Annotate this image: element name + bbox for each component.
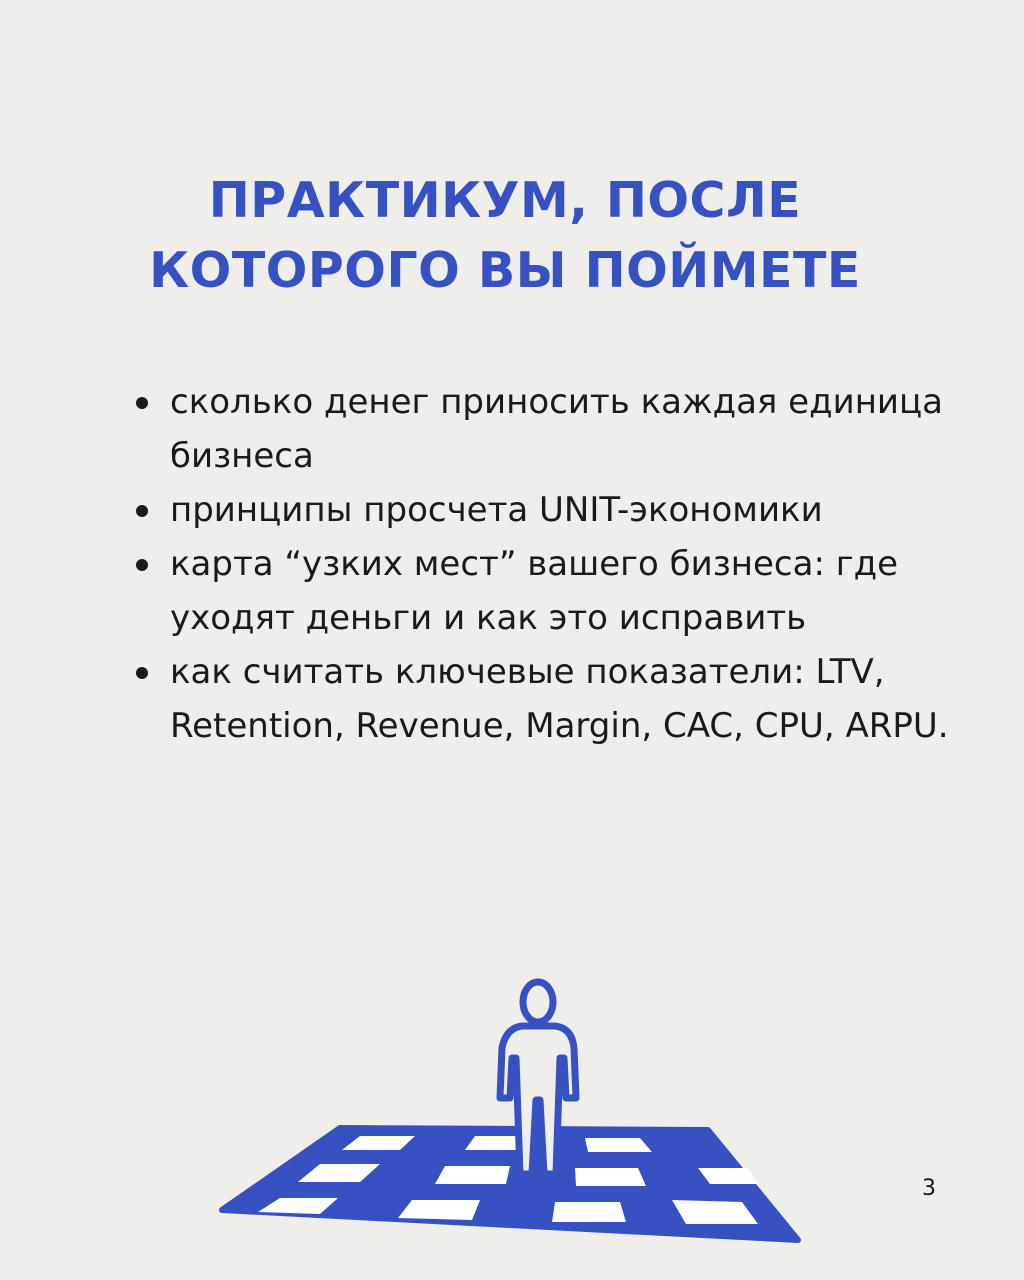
bullet-item: карта “узких мест” вашего бизнеса: где уходят деньги и как это исправить — [130, 537, 950, 645]
title-line-1: ПРАКТИКУМ, ПОСЛЕ — [208, 172, 802, 229]
page-title — [0, 166, 1010, 306]
bullet-list — [130, 375, 950, 753]
title-line-2: КОТОРОГО ВЫ ПОЙМЕТЕ — [149, 242, 861, 299]
page-number: 3 — [922, 1176, 936, 1201]
bullet-item: сколько денег приносить каждая единица бизнеса — [130, 375, 950, 483]
bullet-item: как считать ключевые показатели: LTV, Retention, Revenue, Margin, CAC, CPU, ARPU. — [130, 645, 950, 753]
person-on-checkered-floor-illustration — [210, 970, 810, 1260]
bullet-item: принципы просчета UNIT-экономики — [130, 483, 950, 537]
